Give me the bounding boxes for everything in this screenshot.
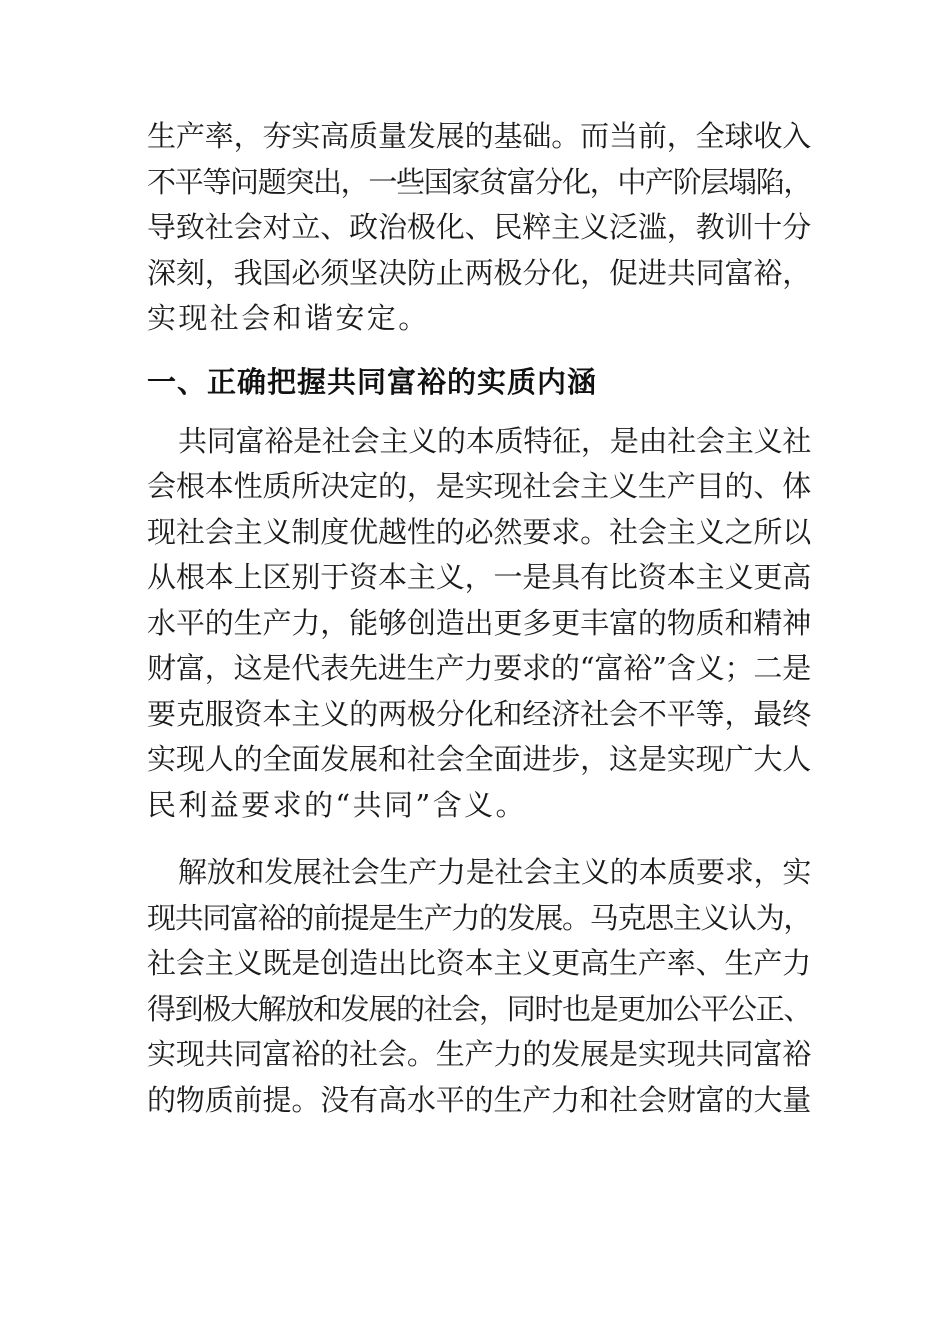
text-line: 实现社会和谐安定。 [147,301,430,335]
section-heading: 一、正确把握共同富裕的实质内涵 [147,364,598,399]
text-line: 民利益要求的“共同”含义。 [147,787,527,822]
paragraph [147,114,811,342]
text-line: 共同富裕是社会主义的本质特征，是由社会主义社 [178,423,811,458]
text-line: 生产率，夯实高质量发展的基础。而当前，全球收入 [147,119,811,153]
text-line: 深刻，我国必须坚决防止两极分化，促进共同富裕， [147,255,811,290]
text-line: 实现共同富裕的社会。生产力的发展是实现共同富裕 [147,1037,811,1071]
text-line: 从根本上区别于资本主义，一是具有比资本主义更高 [147,560,811,594]
text-line: 解放和发展社会生产力是社会主义的本质要求，实 [178,855,811,889]
text-line: 要克服资本主义的两极分化和经济社会不平等，最终 [147,696,811,731]
text-line: 会根本性质所决定的，是实现社会主义生产目的、体 [147,469,811,503]
text-line: 不平等问题突出，一些国家贫富分化，中产阶层塌陷， [147,164,811,199]
text-line: 现共同富裕的前提是生产力的发展。马克思主义认为， [147,900,811,935]
text-line: 财富，这是代表先进生产力要求的“富裕”含义；二是 [147,651,811,685]
text-line: 实现人的全面发展和社会全面进步，这是实现广大人 [147,742,811,776]
text-line: 现社会主义制度优越性的必然要求。社会主义之所以 [147,514,811,549]
paragraph [147,850,811,1123]
text-line: 导致社会对立、政治极化、民粹主义泛滥，教训十分 [147,210,811,244]
paragraph [147,419,811,829]
text-line: 水平的生产力，能够创造出更多更丰富的物质和精神 [147,605,811,640]
text-line: 得到极大解放和发展的社会，同时也是更加公平公正、 [147,991,811,1026]
document-body [147,114,811,1123]
text-line: 社会主义既是创造出比资本主义更高生产率、生产力 [147,946,811,980]
text-line: 的物质前提。没有高水平的生产力和社会财富的大量 [147,1082,811,1117]
